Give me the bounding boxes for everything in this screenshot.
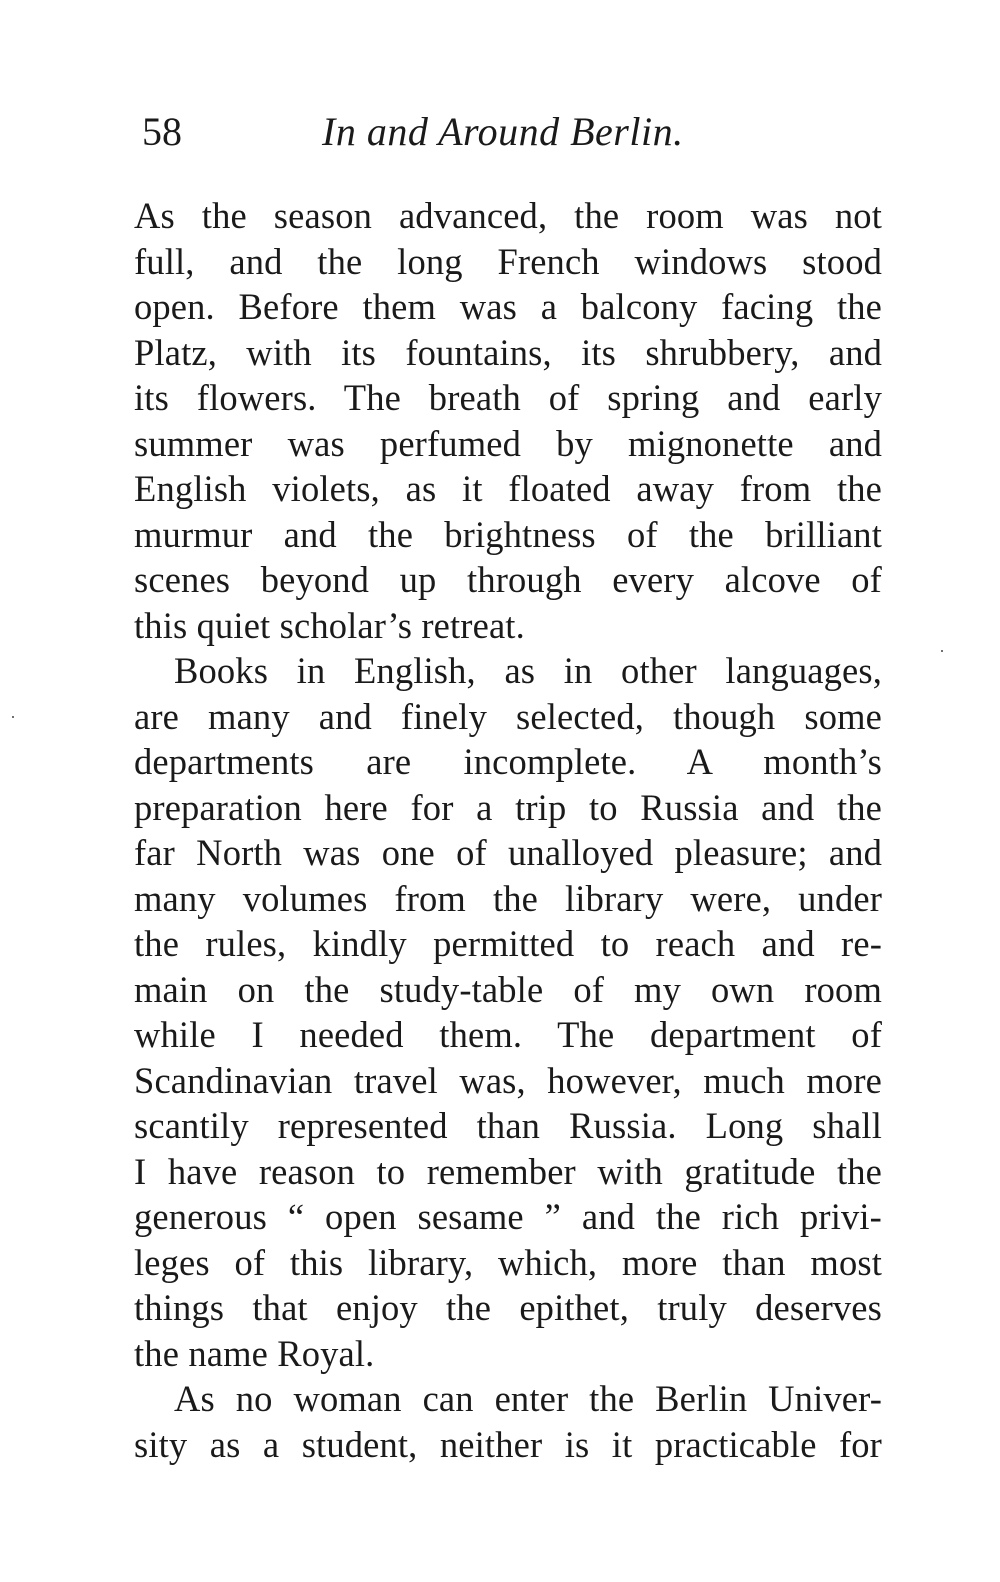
paragraph-1 xyxy=(134,193,882,648)
text-line: many volumes from the library were, under xyxy=(134,877,882,919)
text-line: the rules, kindly permitted to reach and re- xyxy=(134,923,882,964)
text-line: while I needed them. The department of xyxy=(134,1014,882,1055)
text-line: summer was perfumed by mignonette and xyxy=(134,422,882,464)
text-line: Books in English, as in other languages, xyxy=(174,650,882,691)
text-line: I have reason to remember with gratitude the xyxy=(134,1150,882,1192)
text-line: things that enjoy the epithet, truly deserves xyxy=(134,1287,882,1328)
text-line: open. Before them was a balcony facing the xyxy=(134,286,882,327)
text-line: departments are incomplete. A month’s xyxy=(134,741,882,782)
text-line: Platz, with its fountains, its shrubbery, and xyxy=(134,331,882,373)
text-line: far North was one of unalloyed pleasure; and xyxy=(134,832,882,873)
text-line: English violets, as it floated away from the xyxy=(134,468,882,509)
text-line: are many and finely selected, though some xyxy=(134,695,882,737)
paragraph-2 xyxy=(134,648,882,1376)
text-line: its flowers. The breath of spring and early xyxy=(134,377,882,418)
text-line: As the season advanced, the room was not xyxy=(134,195,882,236)
text-line: full, and the long French windows stood xyxy=(134,240,882,282)
paragraph-3 xyxy=(134,1376,882,1467)
text-line: the name Royal. xyxy=(134,1332,375,1374)
scan-speck xyxy=(12,716,14,718)
text-line: scenes beyond up through every alcove of xyxy=(134,559,882,600)
scan-speck xyxy=(941,650,943,652)
page-number: 58 xyxy=(142,109,182,154)
text-line: sity as a student, neither is it practicable for xyxy=(134,1423,882,1465)
text-line: Scandinavian travel was, however, much more xyxy=(134,1059,882,1101)
text-line: As no woman can enter the Berlin Univer- xyxy=(174,1378,882,1419)
text-line: scantily represented than Russia. Long shall xyxy=(134,1105,882,1146)
text-line: this quiet scholar’s retreat. xyxy=(134,604,525,646)
text-line: main on the study-table of my own room xyxy=(134,968,882,1010)
text-line: preparation here for a trip to Russia and the xyxy=(134,786,882,828)
text-line: generous “ open sesame ” and the rich privi- xyxy=(134,1196,882,1237)
body-text xyxy=(134,193,882,1467)
running-head: In and Around Berlin. xyxy=(322,109,684,154)
text-line: leges of this library, which, more than most xyxy=(134,1241,882,1283)
text-line: murmur and the brightness of the brilliant xyxy=(134,513,882,555)
